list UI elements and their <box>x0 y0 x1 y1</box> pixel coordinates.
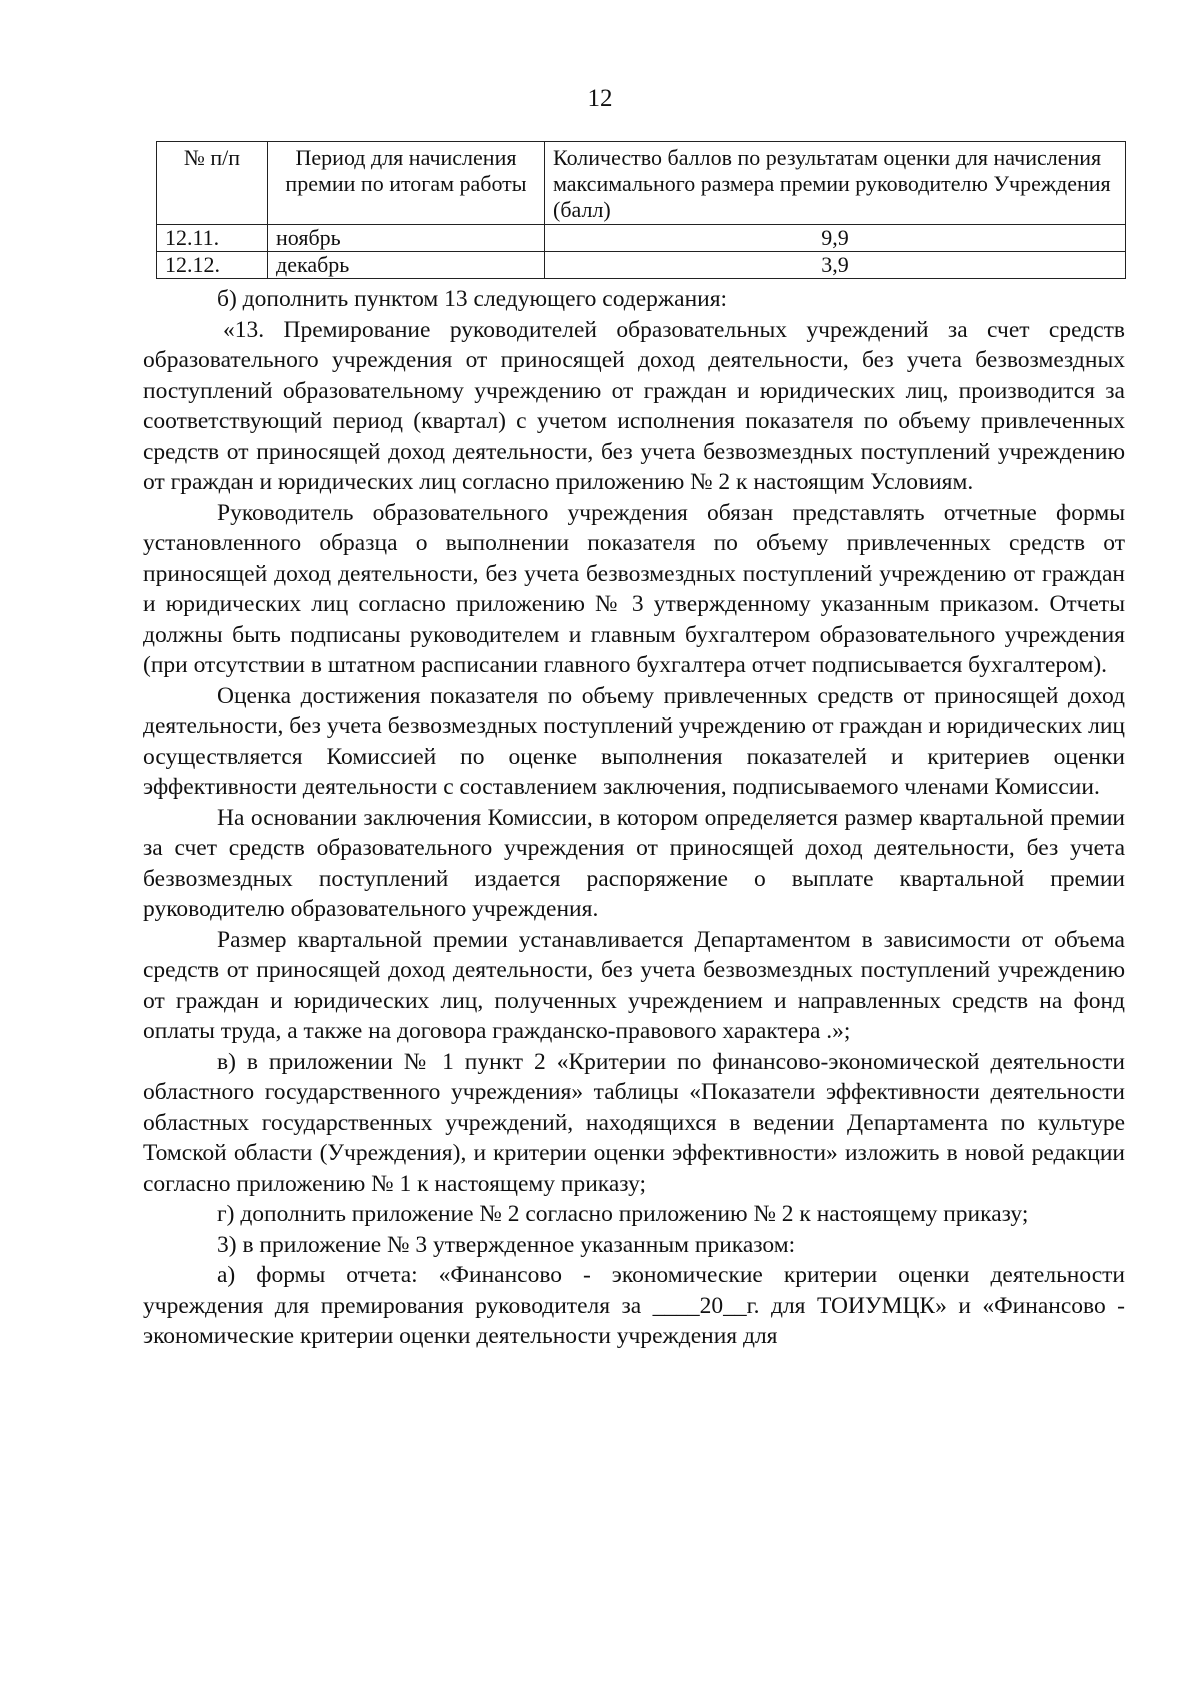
table-row <box>157 252 1126 279</box>
header-score: Количество баллов по результатам оценки для начисления максимального размера премии руководителю Учреждения (балл) <box>545 142 1126 225</box>
row-period: ноябрь <box>268 225 545 252</box>
header-number: № п/п <box>157 142 268 225</box>
paragraph-assessment: Оценка достижения показателя по объему привлеченных средств от приносящей доход деятельности, без учета безвозмездных поступлений учреждению от граждан и юридических лиц осуществляется Комиссией по оценке выполнения показателей и критериев оценки эффективности деятельности с составлением заключения, подписываемого членами Комиссии. <box>143 682 1125 800</box>
body-text <box>143 284 1125 1352</box>
page-number: 12 <box>587 85 613 112</box>
paragraph-item-v: в) в приложении № 1 пункт 2 «Критерии по финансово-экономической деятельности областного государственного учреждения» таблицы «Показатели эффективности деятельности областных государственных учреждений, находящихся в ведении Департамента по культуре Томской области (Учреждения), и критерии оценки эффективности» изложить в новой редакции согласно приложению № 1 к настоящему приказу; <box>143 1048 1125 1197</box>
paragraph-point-13: «13. Премирование руководителей образовательных учреждений за счет средств образовательного учреждения от приносящей доход деятельности, без учета безвозмездных поступлений образовательному учреждению от граждан и юридических лиц, производится за соответствующий период (квартал) с учетом исполнения показателя по объему привлеченных средств от приносящей доход деятельности, без учета безвозмездных поступлений учреждению от граждан и юридических лиц согласно приложению № 2 к настоящим Условиям. <box>143 316 1125 495</box>
row-number: 12.12. <box>157 252 268 279</box>
score-table <box>156 141 1126 279</box>
paragraph-item-b: б) дополнить пунктом 13 следующего содержания: <box>217 286 728 312</box>
row-number: 12.11. <box>157 225 268 252</box>
paragraph-item-a: а) формы отчета: «Финансово - экономические критерии оценки деятельности учреждения для премирования руководителя за ____20__г. для ТОИУМЦК» и «Финансово - экономические критерии оценки деятельности учреждения для <box>143 1262 1125 1349</box>
row-period: декабрь <box>268 252 545 279</box>
paragraph-reporting: Руководитель образовательного учреждения обязан представлять отчетные формы установленного образца о выполнении показателя по объему привлеченных средств от приносящей доход деятельности, без учета безвозмездных поступлений учреждению от граждан и юридических лиц согласно приложению № 3 утвержденному указанным приказом. Отчеты должны быть подписаны руководителем и главным бухгалтером образовательного учреждения (при отсутствии в штатном расписании главного бухгалтера отчет подписывается бухгалтером). <box>143 499 1125 678</box>
paragraph-commission-conclusion: На основании заключения Комиссии, в котором определяется размер квартальной премии за счет средств образовательного учреждения от приносящей доход деятельности, без учета безвозмездных поступлений издается распоряжение о выплате квартальной премии руководителю образовательного учреждения. <box>143 804 1125 922</box>
paragraph-bonus-size: Размер квартальной премии устанавливается Департаментом в зависимости от объема средств от приносящей доход деятельности, без учета безвозмездных поступлений учреждению от граждан и юридических лиц, полученных учреждением и направленных средств на фонд оплаты труда, а также на договора гражданско-правового характера .»; <box>143 926 1125 1044</box>
table-row <box>157 225 1126 252</box>
table-header-row <box>157 142 1126 225</box>
row-score: 9,9 <box>545 225 1126 252</box>
paragraph-item-g: г) дополнить приложение № 2 согласно приложению № 2 к настоящему приказу; <box>217 1201 1029 1227</box>
paragraph-appendix-3: 3) в приложение № 3 утвержденное указанным приказом: <box>217 1231 796 1258</box>
header-period: Период для начисления премии по итогам работы <box>268 142 545 225</box>
row-score: 3,9 <box>545 252 1126 279</box>
